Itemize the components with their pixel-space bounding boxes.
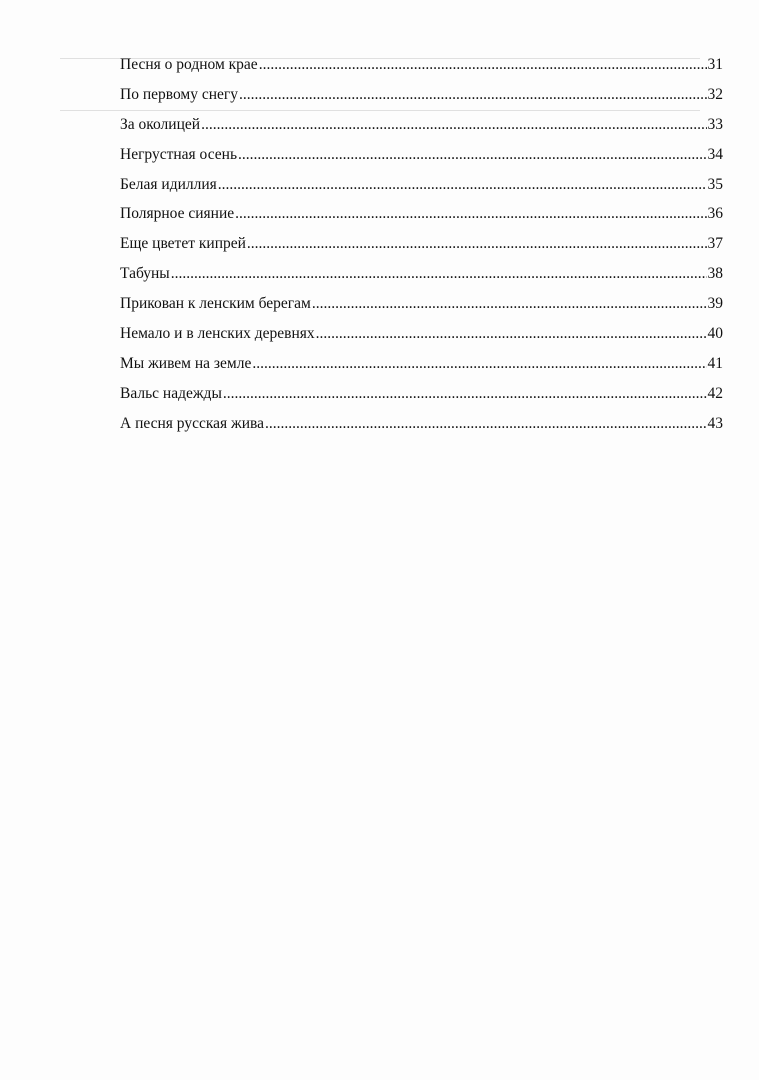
toc-entry-page: 40 xyxy=(707,325,723,343)
toc-entry-title: Мы живем на земле xyxy=(120,354,252,372)
toc-entry xyxy=(120,229,723,259)
toc-entry-title: По первому снегу xyxy=(120,85,239,103)
dot-leader xyxy=(247,229,707,259)
toc-entry-title: Песня о родном крае xyxy=(120,56,258,73)
toc-entry xyxy=(120,349,723,379)
toc-entry-page: 41 xyxy=(707,354,723,372)
toc-entry-page: 31 xyxy=(707,56,723,73)
toc-entry-page: 37 xyxy=(707,235,723,253)
toc-entry-page: 38 xyxy=(707,265,723,283)
toc-entry xyxy=(120,170,723,200)
toc-entry-title: Еще цветет кипрей xyxy=(120,235,246,253)
toc-entry-title: Табуны xyxy=(120,265,170,283)
toc-entry-title: Вальс надежды xyxy=(120,384,222,402)
dot-leader xyxy=(171,259,707,289)
toc-entry xyxy=(120,140,723,170)
toc-entry xyxy=(120,379,723,409)
toc-entry-page: 43 xyxy=(707,414,723,432)
toc-entry-title: Полярное сияние xyxy=(120,205,235,223)
dot-leader xyxy=(239,80,706,110)
toc-entry-title: А песня русская жива xyxy=(120,414,265,432)
dot-leader xyxy=(238,140,706,170)
toc-entry xyxy=(120,110,723,140)
toc-entry xyxy=(120,409,723,439)
toc-entry xyxy=(120,319,723,349)
dot-leader xyxy=(201,110,706,140)
toc-entry xyxy=(120,80,723,110)
dot-leader xyxy=(259,50,707,80)
toc-entry xyxy=(120,259,723,289)
toc-entry-title: Негрустная осень xyxy=(120,145,238,163)
dot-leader xyxy=(252,349,706,379)
toc-entry-title: Немало и в ленских деревнях xyxy=(120,325,315,343)
toc-entry-title: Белая идиллия xyxy=(120,175,217,193)
toc-entry xyxy=(120,199,723,229)
toc-entry xyxy=(120,289,723,319)
dot-leader xyxy=(312,289,707,319)
toc-entry-page: 33 xyxy=(707,115,723,133)
dot-leader xyxy=(265,409,706,439)
toc-entry-title: За околицей xyxy=(120,115,201,133)
toc-entry-page: 34 xyxy=(707,145,723,163)
toc-entry-page: 35 xyxy=(707,175,723,193)
toc-entry xyxy=(120,50,723,80)
dot-leader xyxy=(316,319,707,349)
dot-leader xyxy=(223,379,707,409)
dot-leader xyxy=(218,170,707,200)
toc-entry-page: 39 xyxy=(707,295,723,313)
toc-entry-page: 36 xyxy=(707,205,723,223)
dot-leader xyxy=(235,199,706,229)
toc-entry-page: 42 xyxy=(707,384,723,402)
toc-entry-page: 32 xyxy=(707,85,723,103)
toc-entry-title: Прикован к ленским берегам xyxy=(120,295,311,313)
table-of-contents xyxy=(120,50,723,439)
